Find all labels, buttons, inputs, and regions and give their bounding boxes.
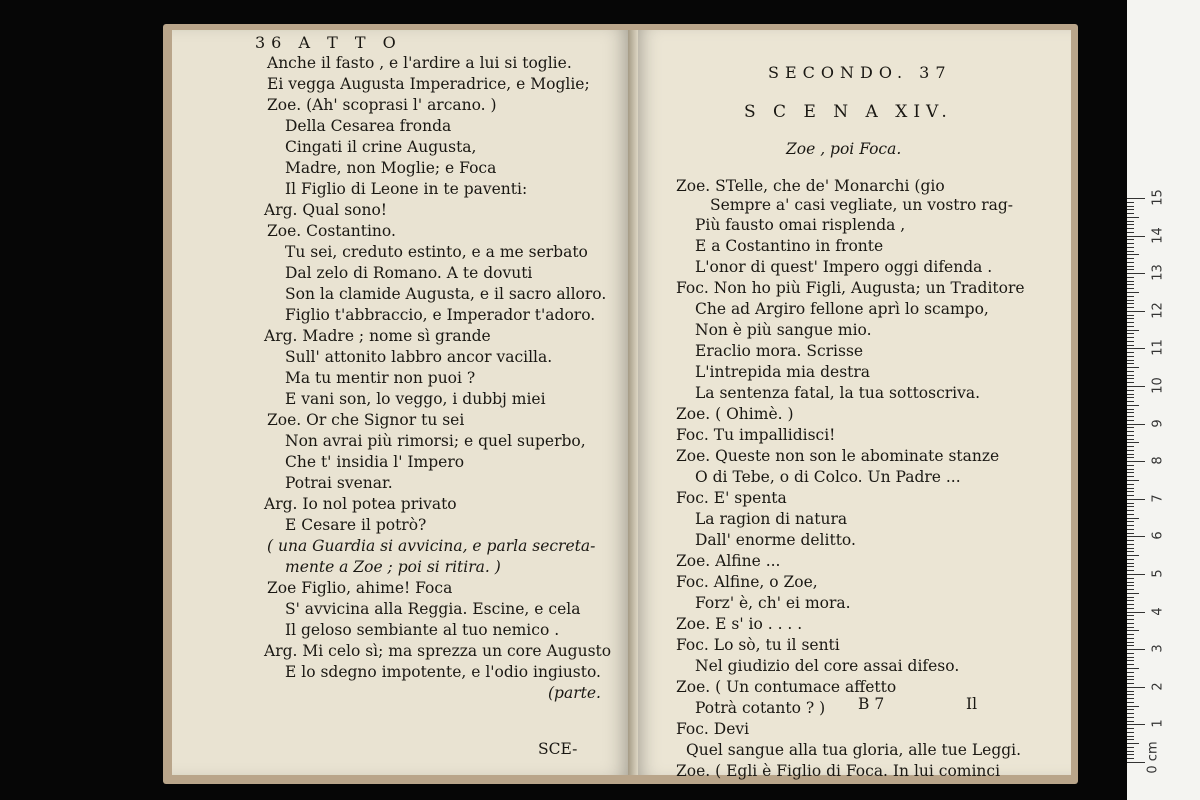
ruler-tick xyxy=(1127,582,1134,583)
ruler-tick xyxy=(1127,480,1139,481)
ruler-tick xyxy=(1127,341,1134,342)
ruler-tick xyxy=(1127,266,1134,267)
measuring-ruler xyxy=(1127,0,1200,800)
ruler-tick xyxy=(1127,676,1134,677)
ruler-tick xyxy=(1127,446,1134,447)
ruler-number: 11 xyxy=(1150,339,1166,357)
left-page-line: Non avrai più rimorsi; e quel superbo, xyxy=(285,432,586,450)
ruler-tick xyxy=(1127,491,1134,492)
ruler-tick xyxy=(1127,709,1134,710)
ruler-tick xyxy=(1127,563,1134,564)
ruler-tick xyxy=(1127,566,1134,567)
ruler-tick xyxy=(1127,431,1134,432)
left-page-line: Arg. Qual sono! xyxy=(264,201,388,219)
ruler-tick xyxy=(1127,236,1145,237)
ruler-tick xyxy=(1127,303,1134,304)
ruler-number: 5 xyxy=(1150,569,1166,578)
ruler-tick xyxy=(1127,262,1134,263)
ruler-tick xyxy=(1127,345,1134,346)
left-page-line: Arg. Io nol potea privato xyxy=(264,495,457,513)
left-page-line: Dal zelo di Romano. A te dovuti xyxy=(285,264,533,282)
ruler-tick xyxy=(1127,657,1134,658)
ruler-tick xyxy=(1127,337,1134,338)
ruler-number: 1 xyxy=(1150,719,1166,729)
left-page-line: mente a Zoe ; poi si ritira. ) xyxy=(285,558,501,576)
left-running-head: 36 A T T O xyxy=(255,33,402,52)
ruler-tick xyxy=(1127,348,1145,349)
ruler-tick xyxy=(1127,239,1134,240)
right-page-line: Sempre a' casi vegliate, un vostro rag- xyxy=(710,196,1014,214)
right-page-line: Zoe. ( Un contumace affetto xyxy=(676,678,897,696)
ruler-number: 4 xyxy=(1150,606,1166,616)
left-page-line: Della Cesarea fronda xyxy=(285,117,452,135)
ruler-tick xyxy=(1127,442,1139,443)
ruler-tick xyxy=(1127,739,1134,740)
left-page-line: Anche il fasto , e l'ardire a lui si toglie. xyxy=(267,54,572,72)
ruler-tick xyxy=(1127,536,1145,537)
ruler-tick xyxy=(1127,762,1145,763)
ruler-number: 13 xyxy=(1150,264,1166,281)
right-running-head: SECONDO. 37 xyxy=(768,63,952,82)
right-page-line: Che ad Argiro fellone aprì lo scampo, xyxy=(695,300,989,318)
ruler-tick xyxy=(1127,529,1134,530)
left-page-line: Arg. Mi celo sì; ma sprezza un core Augusto xyxy=(264,642,612,660)
ruler-tick xyxy=(1127,439,1134,440)
ruler-tick xyxy=(1127,488,1134,489)
right-page-line: Foc. Devi xyxy=(676,720,750,738)
ruler-tick xyxy=(1127,600,1134,601)
left-page-line: Zoe. (Ah' scoprasi l' arcano. ) xyxy=(267,96,497,114)
ruler-tick xyxy=(1127,574,1145,575)
right-page-line: Non è più sangue mio. xyxy=(695,321,872,339)
ruler-tick xyxy=(1127,691,1134,692)
ruler-tick xyxy=(1127,318,1134,319)
right-page-line: Foc. Alfine, o Zoe, xyxy=(676,573,818,591)
ruler-tick xyxy=(1127,217,1139,218)
ruler-tick xyxy=(1127,409,1134,410)
catchword: Il xyxy=(966,695,978,713)
ruler-tick xyxy=(1127,758,1134,759)
ruler-tick xyxy=(1127,649,1145,650)
ruler-tick xyxy=(1127,619,1134,620)
left-page-line: Figlio t'abbraccio, e Imperador t'adoro. xyxy=(285,306,596,324)
right-page-line: Zoe. ( Egli è Figlio di Foca. In lui cominci xyxy=(676,762,1001,780)
ruler-tick xyxy=(1127,589,1134,590)
ruler-tick xyxy=(1127,469,1134,470)
left-page-line: Zoe. Costantino. xyxy=(267,222,396,240)
ruler-tick xyxy=(1127,630,1139,631)
ruler-tick xyxy=(1127,645,1134,646)
ruler-tick xyxy=(1127,585,1134,586)
ruler-tick xyxy=(1127,548,1134,549)
ruler-tick xyxy=(1127,533,1134,534)
ruler-tick xyxy=(1127,608,1134,609)
right-page-line: La sentenza fatal, la tua sottoscriva. xyxy=(695,384,981,402)
ruler-tick xyxy=(1127,461,1145,462)
ruler-tick xyxy=(1127,724,1145,725)
right-page-line: Zoe. Alfine ... xyxy=(676,552,781,570)
left-page-line: Zoe. Or che Signor tu sei xyxy=(267,411,465,429)
right-page-line: L'onor di quest' Impero oggi difenda . xyxy=(695,258,993,276)
right-page-line: Foc. Tu impallidisci! xyxy=(676,426,836,444)
ruler-tick xyxy=(1127,394,1134,395)
ruler-tick xyxy=(1127,292,1139,293)
ruler-tick xyxy=(1127,405,1139,406)
ruler-number: 10 xyxy=(1150,377,1166,394)
ruler-tick xyxy=(1127,258,1134,259)
ruler-tick xyxy=(1127,706,1139,707)
ruler-tick xyxy=(1127,378,1134,379)
ruler-tick xyxy=(1127,424,1145,425)
right-page-line: Forz' è, ch' ei mora. xyxy=(695,594,851,612)
ruler-tick xyxy=(1127,510,1134,511)
right-page-line: L'intrepida mia destra xyxy=(695,363,871,381)
ruler-tick xyxy=(1127,743,1139,744)
ruler-tick xyxy=(1127,559,1134,560)
ruler-tick xyxy=(1127,435,1134,436)
ruler-tick xyxy=(1127,570,1134,571)
ruler-tick xyxy=(1127,503,1134,504)
ruler-tick xyxy=(1127,401,1134,402)
ruler-tick xyxy=(1127,698,1134,699)
right-page-line: Foc. Non ho più Figli, Augusta; un Traditore xyxy=(676,279,1025,297)
ruler-tick xyxy=(1127,224,1134,225)
left-page-line: Potrai svenar. xyxy=(285,474,393,492)
ruler-tick xyxy=(1127,371,1134,372)
scene-title: S C E N A XIV. xyxy=(744,102,953,122)
ruler-tick xyxy=(1127,634,1134,635)
ruler-tick xyxy=(1127,450,1134,451)
ruler-tick xyxy=(1127,454,1134,455)
ruler-number: 6 xyxy=(1150,531,1166,541)
ruler-tick xyxy=(1127,525,1134,526)
ruler-tick xyxy=(1127,375,1134,376)
right-page-line: Zoe. STelle, che de' Monarchi (gio xyxy=(676,177,945,195)
ruler-tick xyxy=(1127,472,1134,473)
ruler-tick xyxy=(1127,642,1134,643)
right-page-line: Eraclio mora. Scrisse xyxy=(695,342,864,360)
right-page-line: Nel giudizio del core assai difeso. xyxy=(695,657,960,675)
ruler-number: 2 xyxy=(1150,682,1166,691)
left-page-line: Arg. Madre ; nome sì grande xyxy=(264,327,491,345)
right-page-line: E a Costantino in fronte xyxy=(695,237,884,255)
ruler-tick xyxy=(1127,660,1134,661)
right-page-line: Zoe. Queste non son le abominate stanze xyxy=(676,447,1000,465)
right-page-line: Foc. Lo sò, tu il senti xyxy=(676,636,840,654)
ruler-tick xyxy=(1127,296,1134,297)
left-page-line: Il Figlio di Leone in te paventi: xyxy=(285,180,528,198)
ruler-tick xyxy=(1127,495,1134,496)
ruler-tick xyxy=(1127,330,1139,331)
right-page-line: Dall' enorme delitto. xyxy=(695,531,856,549)
ruler-tick xyxy=(1127,221,1134,222)
ruler-tick xyxy=(1127,615,1134,616)
ruler-tick xyxy=(1127,514,1134,515)
ruler-tick xyxy=(1127,273,1145,274)
right-page-line: O di Tebe, o di Colco. Un Padre ... xyxy=(695,468,961,486)
ruler-tick xyxy=(1127,300,1134,301)
book-gutter xyxy=(628,30,638,775)
ruler-tick xyxy=(1127,717,1134,718)
ruler-unit-label: 0 cm xyxy=(1145,741,1161,774)
ruler-tick xyxy=(1127,679,1134,680)
ruler-tick xyxy=(1127,664,1134,665)
ruler-tick xyxy=(1127,209,1134,210)
left-page-line: Sull' attonito labbro ancor vacilla. xyxy=(285,348,553,366)
right-page-line: Potrà cotanto ? ) xyxy=(695,699,826,717)
ruler-tick xyxy=(1127,623,1134,624)
ruler-tick xyxy=(1127,721,1134,722)
ruler-tick xyxy=(1127,521,1134,522)
left-page-line: S' avvicina alla Reggia. Escine, e cela xyxy=(285,600,581,618)
ruler-tick xyxy=(1127,356,1134,357)
ruler-tick xyxy=(1127,687,1145,688)
ruler-tick xyxy=(1127,412,1134,413)
ruler-number: 12 xyxy=(1150,302,1166,319)
ruler-tick xyxy=(1127,326,1134,327)
right-page-line: Foc. E' spenta xyxy=(676,489,787,507)
ruler-tick xyxy=(1127,288,1134,289)
scene-persons: Zoe , poi Foca. xyxy=(786,140,902,158)
ruler-tick xyxy=(1127,612,1145,613)
ruler-tick xyxy=(1127,499,1145,500)
ruler-tick xyxy=(1127,702,1134,703)
ruler-tick xyxy=(1127,269,1134,270)
ruler-tick xyxy=(1127,367,1139,368)
ruler-tick xyxy=(1127,597,1134,598)
ruler-tick xyxy=(1127,284,1134,285)
ruler-number: 3 xyxy=(1150,644,1166,653)
ruler-tick xyxy=(1127,311,1145,312)
ruler-tick xyxy=(1127,668,1139,669)
ruler-tick xyxy=(1127,247,1134,248)
ruler-tick xyxy=(1127,386,1145,387)
ruler-tick xyxy=(1127,281,1134,282)
ruler-tick xyxy=(1127,322,1134,323)
left-page-line: Ei vegga Augusta Imperadrice, e Moglie; xyxy=(267,75,590,93)
ruler-tick xyxy=(1127,206,1134,207)
ruler-tick xyxy=(1127,578,1134,579)
ruler-tick xyxy=(1127,202,1134,203)
ruler-tick xyxy=(1127,198,1145,199)
ruler-tick xyxy=(1127,232,1134,233)
right-page-line: Più fausto omai risplenda , xyxy=(695,216,906,234)
left-page-line: Tu sei, creduto estinto, e a me serbato xyxy=(285,243,588,261)
ruler-tick xyxy=(1127,251,1134,252)
signature-mark: B 7 xyxy=(858,695,885,713)
ruler-tick xyxy=(1127,315,1134,316)
ruler-tick xyxy=(1127,672,1134,673)
ruler-number: 9 xyxy=(1150,418,1166,428)
ruler-tick xyxy=(1127,540,1134,541)
ruler-tick xyxy=(1127,457,1134,458)
ruler-tick xyxy=(1127,382,1134,383)
ruler-tick xyxy=(1127,416,1134,417)
ruler-tick xyxy=(1127,653,1134,654)
ruler-tick xyxy=(1127,683,1134,684)
ruler-tick xyxy=(1127,277,1134,278)
left-page-line: Ma tu mentir non puoi ? xyxy=(285,369,476,387)
left-page-line: SCE- xyxy=(538,740,578,758)
ruler-tick xyxy=(1127,243,1134,244)
ruler-number: 15 xyxy=(1150,189,1166,206)
left-page-line: Zoe Figlio, ahime! Foca xyxy=(267,579,453,597)
ruler-tick xyxy=(1127,544,1134,545)
ruler-tick xyxy=(1127,728,1134,729)
ruler-tick xyxy=(1127,551,1134,552)
ruler-tick xyxy=(1127,694,1134,695)
ruler-tick xyxy=(1127,333,1134,334)
ruler-tick xyxy=(1127,352,1134,353)
ruler-tick xyxy=(1127,363,1134,364)
ruler-tick xyxy=(1127,427,1134,428)
right-page-line: Zoe. ( Ohimè. ) xyxy=(676,405,794,423)
left-page-line: Cingati il crine Augusta, xyxy=(285,138,477,156)
ruler-tick xyxy=(1127,751,1134,752)
ruler-tick xyxy=(1127,732,1134,733)
left-page-line: Il geloso sembiante al tuo nemico . xyxy=(285,621,560,639)
ruler-tick xyxy=(1127,484,1134,485)
ruler-tick xyxy=(1127,307,1134,308)
left-page-line: Che t' insidia l' Impero xyxy=(285,453,465,471)
ruler-tick xyxy=(1127,627,1134,628)
ruler-tick xyxy=(1127,465,1134,466)
left-page-line: (parte. xyxy=(548,684,601,702)
ruler-tick xyxy=(1127,736,1134,737)
ruler-tick xyxy=(1127,213,1134,214)
right-page-line: Quel sangue alla tua gloria, alle tue Leggi. xyxy=(686,741,1022,759)
left-page-line: Son la clamide Augusta, e il sacro alloro. xyxy=(285,285,607,303)
ruler-tick xyxy=(1127,397,1134,398)
ruler-number: 14 xyxy=(1150,226,1166,244)
left-page-line: Madre, non Moglie; e Foca xyxy=(285,159,497,177)
right-page-line: Zoe. E s' io . . . . xyxy=(676,615,803,633)
ruler-number: 8 xyxy=(1150,456,1166,465)
ruler-tick xyxy=(1127,747,1134,748)
ruler-tick xyxy=(1127,604,1134,605)
ruler-tick xyxy=(1127,390,1134,391)
left-page-line: E lo sdegno impotente, e l'odio ingiusto. xyxy=(285,663,601,681)
left-page-line: ( una Guardia si avvicina, e parla secreta- xyxy=(267,537,596,555)
ruler-tick xyxy=(1127,713,1134,714)
ruler-tick xyxy=(1127,555,1139,556)
ruler-tick xyxy=(1127,754,1134,755)
ruler-tick xyxy=(1127,360,1134,361)
ruler-tick xyxy=(1127,518,1139,519)
ruler-tick xyxy=(1127,638,1134,639)
left-page-line: E vani son, lo veggo, i dubbj miei xyxy=(285,390,546,408)
right-page-line: La ragion di natura xyxy=(695,510,848,528)
ruler-tick xyxy=(1127,506,1134,507)
ruler-tick xyxy=(1127,228,1134,229)
left-page-line: E Cesare il potrò? xyxy=(285,516,427,534)
ruler-tick xyxy=(1127,593,1139,594)
ruler-tick xyxy=(1127,254,1139,255)
ruler-number: 7 xyxy=(1150,494,1166,503)
ruler-tick xyxy=(1127,420,1134,421)
ruler-tick xyxy=(1127,476,1134,477)
